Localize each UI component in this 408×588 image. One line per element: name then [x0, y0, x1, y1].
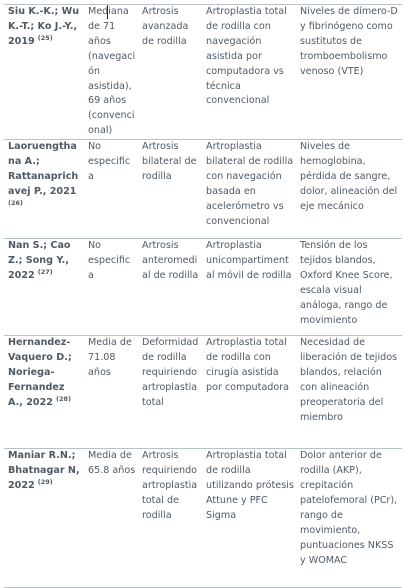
age-cell: No especifica	[85, 239, 139, 336]
intervention-cell: Artroplastia bilateral de rodilla con navegación basada en acelerómetro vs convencional	[203, 140, 297, 239]
outcomes-cell: Niveles de dímero-D y fibrinógeno como sustitutos de tromboembolismo venoso (VTE)	[297, 5, 402, 140]
author-cell: Laoruengthana A.; Rattanaprichavej P., 2021 $^{(26)}$	[4, 140, 85, 239]
table-row	[4, 336, 402, 449]
table-row	[4, 239, 402, 336]
condition-cell: Artrosis requiriendo artroplastia total de rodilla	[139, 449, 203, 588]
outcomes-cell: Dolor anterior de rodilla (AKP), crepitación patelofemoral (PCr), rango de movimiento, puntuaciones NKSS y WOMAC	[297, 449, 402, 588]
studies-table	[4, 4, 402, 588]
age-cell: Media de 71.08 años	[85, 336, 139, 449]
condition-cell: Artrosis avanzada de rodilla	[139, 5, 203, 140]
condition-cell: Deformidad de rodilla requiriendo artroplastia total	[139, 336, 203, 449]
author-cell: Hernandez-Vaquero D.; Noriega-Fernandez A., 2022 $^{(28)}$	[4, 336, 85, 449]
studies-table-container	[4, 4, 402, 588]
age-cell: No especifica	[85, 140, 139, 239]
age-cell: Mediana de 71 años (navegación asistida), 69 años (convencional)	[85, 5, 139, 140]
intervention-cell: Artroplastia total de rodilla con navegación asistida por computadora vs técnica convencional	[203, 5, 297, 140]
outcomes-cell: Necesidad de liberación de tejidos blandos, relación con alineación preoperatoria del miembro	[297, 336, 402, 449]
age-cell: Media de 65.8 años	[85, 449, 139, 588]
intervention-cell: Artroplastia unicompartimental móvil de rodilla	[203, 239, 297, 336]
author-cell: Maniar R.N.; Bhatnagar N, 2022 $^{(29)}$	[4, 449, 85, 588]
table-row	[4, 140, 402, 239]
table-row	[4, 5, 402, 140]
outcomes-cell: Tensión de los tejidos blandos, Oxford Knee Score, escala visual análoga, rango de movimiento	[297, 239, 402, 336]
intervention-cell: Artroplastia total de rodilla utilizando prótesis Attune y PFC Sigma	[203, 449, 297, 588]
outcomes-cell: Niveles de hemoglobina, pérdida de sangre, dolor, alineación del eje mecánico	[297, 140, 402, 239]
table-row	[4, 449, 402, 588]
author-cell: Nan S.; Cao Z.; Song Y., 2022 $^{(27)}$	[4, 239, 85, 336]
condition-cell: Artrosis anteromedial de rodilla	[139, 239, 203, 336]
author-cell: Siu K.-K.; Wu K.-T.; Ko J.-Y., 2019 $^{(25)}$	[4, 5, 85, 140]
intervention-cell: Artroplastia total de rodilla con cirugía asistida por computadora	[203, 336, 297, 449]
condition-cell: Artrosis bilateral de rodilla	[139, 140, 203, 239]
